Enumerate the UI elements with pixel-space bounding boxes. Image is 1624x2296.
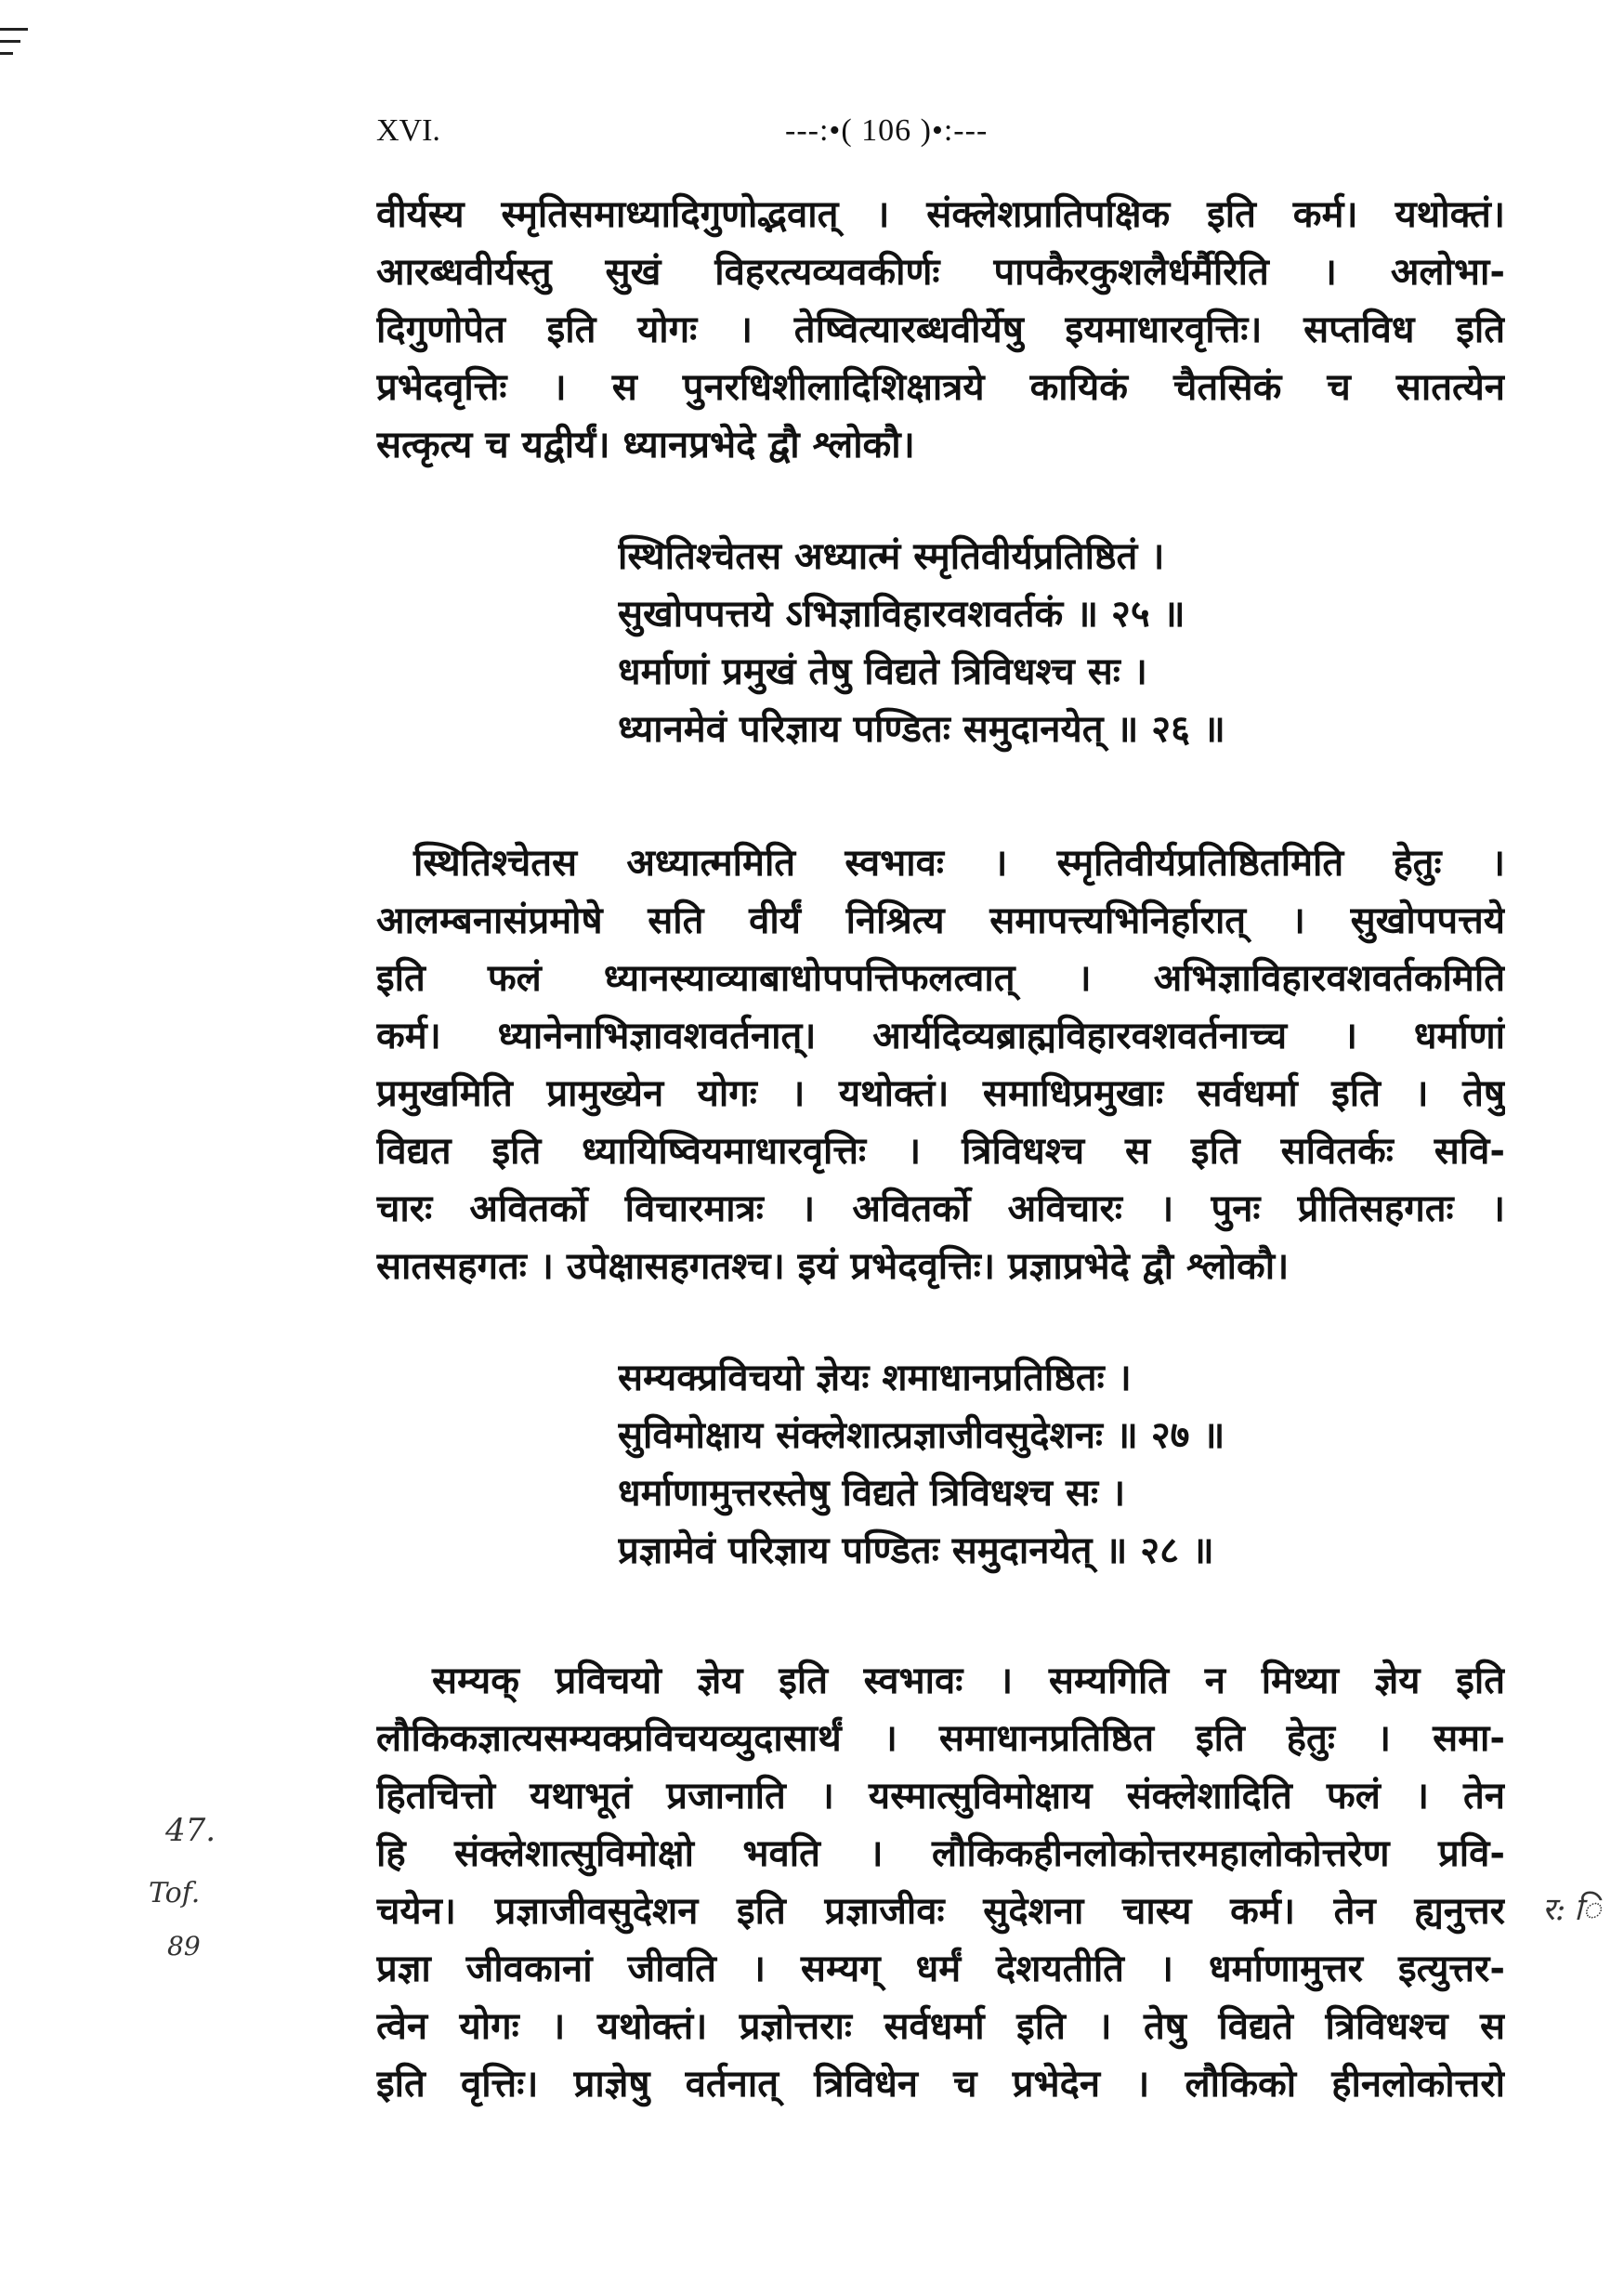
- verse-line: स्थितिश्चेतस अध्यात्मं स्मृतिवीर्यप्रतिष्ठितं ।: [618, 535, 1165, 578]
- text-line: हि संक्लेशात्सुविमोक्षो भवति । लौकिकहीनलोकोत्तरमहालोकोत्तरेण प्रवि-: [376, 1832, 1505, 1875]
- text-line: प्रभेदवृत्तिः । स पुनरधिशीलादिशिक्षात्रये कायिकं चैतसिकं च सातत्येन: [376, 366, 1505, 409]
- verse-line: सुविमोक्षाय संक्लेशात्प्रज्ञाजीवसुदेशनः ॥ २७ ॥: [618, 1414, 1225, 1457]
- text-line: हितचित्तो यथाभूतं प्रजानाति । यस्मात्सुविमोक्षाय संक्लेशादिति फलं । तेन: [376, 1775, 1505, 1817]
- verse-line: सम्यक्प्रविचयो ज्ञेयः शमाधानप्रतिष्ठितः ।: [618, 1357, 1132, 1399]
- verse-25-26: [618, 528, 1342, 758]
- text-line: सातसहगतः । उपेक्षासहगतश्च। इयं प्रभेदवृत्तिः। प्रज्ञाप्रभेदे द्वौ श्लोकौ।: [376, 1245, 1290, 1288]
- margin-note: Tof.: [149, 1877, 201, 1909]
- text-line: त्वेन योगः । यथोक्तं। प्रज्ञोत्तराः सर्वधर्मा इति । तेषु विद्यते त्रिविधश्च स: [376, 2005, 1505, 2048]
- paragraph-3: [376, 1652, 1505, 2113]
- verse-line: धर्माणामुत्तरस्तेषु विद्यते त्रिविधश्च सः ।: [618, 1472, 1126, 1515]
- page-number: ---:•( 106 )•:---: [785, 113, 989, 148]
- text-line: इति फलं ध्यानस्याव्याबाधोपपत्तिफलत्वात् । अभिज्ञाविहारवशवर्तकमिति: [376, 957, 1505, 1000]
- text-line: स्थितिश्चेतस अध्यात्ममिति स्वभावः । स्मृतिवीर्यप्रतिष्ठितमिति हेतुः ।: [413, 842, 1505, 885]
- margin-note: 89: [167, 1931, 201, 1961]
- text-line: चारः अवितर्को विचारमात्रः । अवितर्को अविचारः । पुनः प्रीतिसहगतः ।: [376, 1187, 1505, 1230]
- text-line: लौकिकज्ञात्यसम्यक्प्रविचयव्युदासार्थं । समाधानप्रतिष्ठित इति हेतुः । समा-: [376, 1717, 1505, 1760]
- margin-note: 47.: [165, 1812, 216, 1849]
- verse-line: ध्यानमेवं परिज्ञाय पण्डितः समुदानयेत् ॥ २६ ॥: [618, 708, 1225, 751]
- text-line: इति वृत्तिः। प्राज्ञेषु वर्तनात् त्रिविधेन च प्रभेदेन । लौकिको हीनलोकोत्तरो: [376, 2063, 1505, 2106]
- text-line: सम्यक् प्रविचयो ज्ञेय इति स्वभावः । सम्यगिति न मिथ्या ज्ञेय इति: [432, 1660, 1505, 1702]
- text-line: सत्कृत्य च यद्वीर्यं। ध्यानप्रभेदे द्वौ श्लोकौ।: [376, 424, 915, 466]
- paragraph-1: [376, 186, 1505, 474]
- text-line: प्रज्ञा जीवकानां जीवति । सम्यग् धर्मं देशयतीति । धर्माणामुत्तर इत्युत्तर-: [376, 1948, 1505, 1990]
- verse-line: धर्माणां प्रमुखं तेषु विद्यते त्रिविधश्च सः ।: [618, 650, 1147, 693]
- text-line: आलम्बनासंप्रमोषे सति वीर्यं निश्रित्य समापत्त्यभिनिर्हारात् । सुखोपपत्तये: [376, 899, 1505, 942]
- text-line: आरब्धवीर्यस्तु सुखं विहरत्यव्यवकीर्णः पापकैरकुशलैर्धर्मैरिति । अलोभा-: [376, 251, 1505, 294]
- verse-line: प्रज्ञामेवं परिज्ञाय पण्डितः समुदानयेत् ॥ २८ ॥: [618, 1529, 1214, 1572]
- margin-note: र: ि: [1542, 1891, 1602, 1928]
- verse-27-28: [618, 1349, 1342, 1580]
- page-header: [376, 113, 1528, 160]
- text-line: विद्यत इति ध्यायिष्वियमाधारवृत्तिः । त्रिविधश्च स इति सवितर्कः सवि-: [376, 1130, 1505, 1173]
- text-line: कर्म। ध्यानेनाभिज्ञावशवर्तनात्। आर्यदिव्यब्राह्मविहारवशवर्तनाच्च । धर्माणां: [376, 1015, 1505, 1057]
- section-number: XVI.: [376, 113, 440, 148]
- paragraph-2: [376, 834, 1505, 1295]
- text-line: प्रमुखमिति प्रामुख्येन योगः । यथोक्तं। समाधिप्रमुखाः सर्वधर्मा इति । तेषु: [376, 1072, 1505, 1115]
- text-line: दिगुणोपेत इति योगः । तेष्वित्यारब्धवीर्येषु इयमाधारवृत्तिः। सप्तविध इति: [376, 308, 1505, 351]
- text-line: वीर्यस्य स्मृतिसमाध्यादिगुणोद्भवात् । संक्लेशप्रातिपक्षिक इति कर्म। यथोक्तं।: [376, 193, 1505, 236]
- binding-marks: [0, 28, 32, 64]
- verse-line: सुखोपपत्तये ऽभिज्ञाविहारवशवर्तकं ॥ २५ ॥: [618, 593, 1185, 636]
- text-line: चयेन। प्रज्ञाजीवसुदेशन इति प्रज्ञाजीवः सुदेशना चास्य कर्म। तेन ह्यनुत्तर: [376, 1890, 1505, 1933]
